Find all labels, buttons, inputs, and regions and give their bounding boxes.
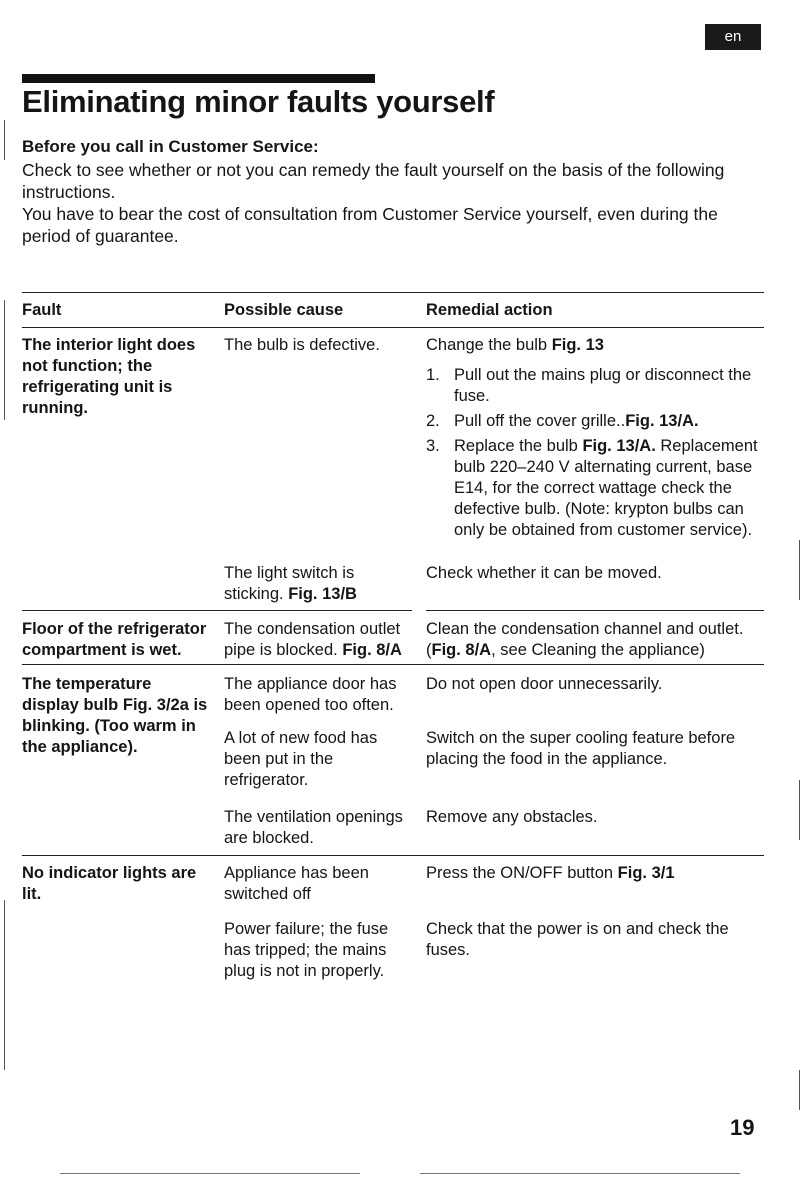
figure-reference: Fig. 13/A. [625, 412, 699, 430]
step-number: 1. [426, 366, 440, 384]
page-title: Eliminating minor faults yourself [22, 84, 495, 119]
header-action: Remedial action [426, 301, 553, 319]
cause-text: The light switch is sticking. [224, 564, 355, 603]
action-change-bulb [426, 335, 764, 545]
row-rule [22, 855, 764, 856]
page-number: 19 [730, 1115, 755, 1140]
cause-vents-blocked: The ventilation openings are blocked. [224, 808, 403, 847]
scan-margin-mark [799, 780, 800, 840]
header-fault: Fault [22, 301, 62, 319]
scan-margin-mark [4, 900, 5, 1070]
bulb-steps [426, 365, 764, 541]
intro-paragraph-1: Check to see whether or not you can remedy the fault yourself on the basis of the following instructions. [22, 160, 725, 202]
action-check-switch: Check whether it can be moved. [426, 564, 662, 582]
action-text: Clean the condensation channel and outlet. ( [426, 620, 744, 659]
header-cause: Possible cause [224, 301, 344, 319]
scan-margin-mark [4, 300, 5, 420]
figure-reference: Fig. 8/A [342, 641, 402, 659]
title-rule [22, 74, 375, 83]
list-item [426, 411, 764, 432]
action-text: Press the ON/OFF button [426, 864, 618, 882]
action-remove-obstacles: Remove any obstacles. [426, 808, 598, 826]
action-press-onoff [426, 863, 764, 884]
figure-reference: Fig. 13 [551, 336, 604, 354]
intro-subheading: Before you call in Customer Service: [22, 137, 319, 156]
cause-door-opened: The appliance door has been opened too often. [224, 675, 397, 714]
table-top-rule [22, 292, 764, 293]
header-rule [22, 327, 764, 328]
step-number: 3. [426, 437, 440, 455]
figure-reference: Fig. 13/A. [582, 437, 656, 455]
step-number: 2. [426, 412, 440, 430]
action-text: , see Cleaning the appliance) [491, 641, 705, 659]
fault-text: is blinking. (Too warm in the appliance). [22, 696, 208, 756]
figure-reference: Fig. 8/A [431, 641, 492, 659]
step-text: Pull out the mains plug or disconnect the fuse. [454, 366, 752, 405]
scan-margin-mark [799, 540, 800, 600]
action-check-power: Check that the power is on and check the fuses. [426, 920, 729, 959]
fault-no-indicators: No indicator lights are lit. [22, 864, 197, 903]
cause-text: The condensation outlet pipe is blocked. [224, 620, 401, 659]
step-text: Replacement bulb 220–240 V alternating current, base E14, for the correct wattage check the defective bulb. (Note: krypton bulbs can only be obtained from customer service). [454, 437, 758, 539]
row-rule [22, 664, 764, 665]
step-text: Pull off the cover grille.. [454, 412, 626, 430]
cause-switched-off: Appliance has been switched off [224, 864, 369, 903]
action-super-cooling: Switch on the super cooling feature before placing the food in the appliance. [426, 729, 736, 768]
footer-rule [60, 1173, 360, 1174]
footer-rule [420, 1173, 740, 1174]
figure-reference: Fig. 3/1 [617, 864, 675, 882]
scan-margin-mark [4, 120, 5, 160]
cause-light-switch [224, 563, 414, 605]
fault-interior-light: The interior light does not function; the refrigerating unit is running. [22, 336, 196, 417]
cause-bulb-defective: The bulb is defective. [224, 336, 380, 354]
step-text: Replace the bulb [454, 437, 583, 455]
cause-outlet-blocked [224, 619, 414, 661]
action-clean-outlet [426, 619, 764, 661]
row-rule [22, 610, 412, 611]
figure-reference: Fig. 13/B [288, 585, 357, 603]
action-dont-open: Do not open door unnecessarily. [426, 675, 663, 693]
cause-power-failure: Power failure; the fuse has tripped; the mains plug is not in properly. [224, 920, 389, 980]
fault-temperature-blinking [22, 674, 212, 758]
fault-floor-wet: Floor of the refrigerator compartment is wet. [22, 620, 207, 659]
list-item [426, 365, 764, 407]
action-text: Change the bulb [426, 336, 552, 354]
cause-new-food: A lot of new food has been put in the refrigerator. [224, 729, 378, 789]
language-badge: en [705, 24, 761, 50]
intro-paragraph-2: You have to bear the cost of consultation from Customer Service yourself, even during the period of guarantee. [22, 204, 718, 246]
scan-margin-mark [799, 1070, 800, 1110]
intro-section [22, 136, 762, 247]
list-item [426, 436, 764, 541]
fault-text: The temperature display bulb [22, 675, 152, 714]
row-rule [426, 610, 764, 611]
figure-reference: Fig. 3/2a [122, 696, 189, 714]
